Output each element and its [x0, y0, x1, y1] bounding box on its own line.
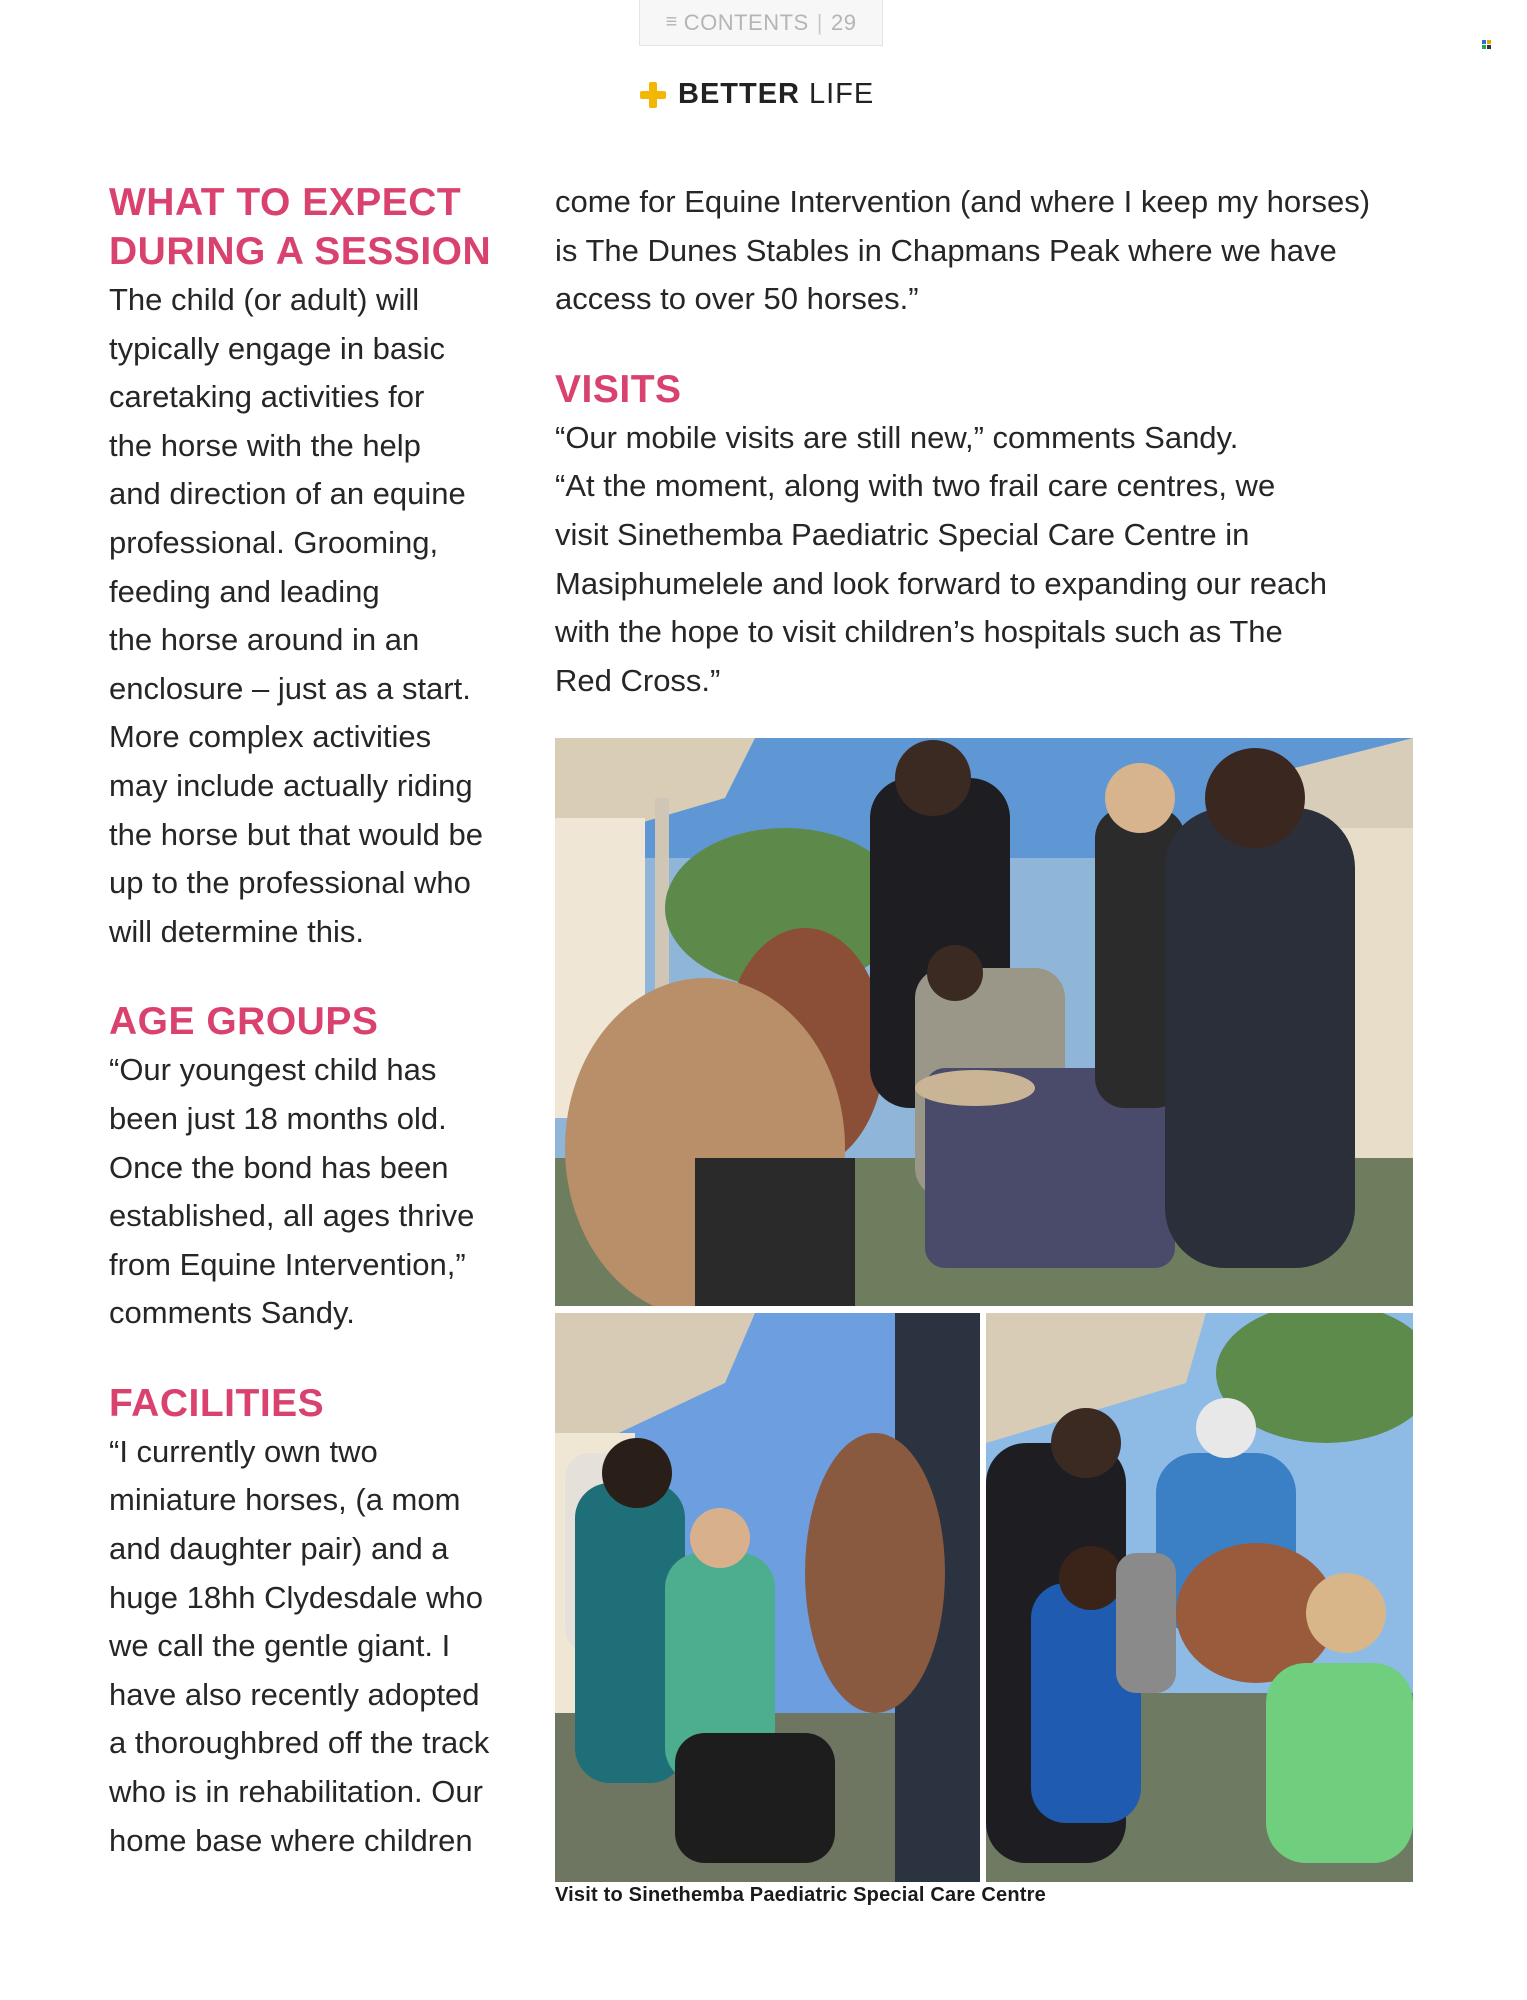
- text-line: comments Sandy.: [109, 1295, 355, 1331]
- right-column: [555, 178, 1435, 705]
- photo-main-visit[interactable]: [555, 738, 1413, 1306]
- text-line: The child (or adult) will: [109, 282, 420, 317]
- text-line: and daughter pair) and a: [109, 1531, 449, 1567]
- text-line: with the hope to visit children’s hospitals such as The: [555, 614, 1283, 650]
- text-line: home base where children: [109, 1822, 473, 1858]
- section-name-strong: BETTER: [678, 78, 800, 110]
- text-line: More complex activities: [109, 719, 432, 755]
- facilities-continued-paragraph: [555, 178, 1435, 324]
- text-line: the horse around in an: [109, 622, 420, 658]
- text-line: Red Cross.”: [555, 662, 721, 698]
- corner-mark-icon: [1482, 40, 1491, 49]
- text-line: come for Equine Intervention (and where I keep my horses): [555, 184, 1371, 219]
- text-line: have also recently adopted: [109, 1676, 480, 1712]
- divider: |: [816, 9, 823, 35]
- text-line: and direction of an equine: [109, 476, 466, 512]
- age-groups-paragraph: [109, 1046, 529, 1338]
- heading-session-line2: DURING A SESSION: [109, 230, 492, 273]
- text-line: been just 18 months old.: [109, 1100, 447, 1136]
- photo-collage: [555, 738, 1413, 1882]
- menu-icon: ≡: [665, 11, 678, 33]
- text-line: feeding and leading: [109, 573, 380, 609]
- photo-pony-petting-image: [986, 1313, 1413, 1882]
- text-line: “I currently own two: [109, 1433, 378, 1469]
- text-line: “Our youngest child has: [109, 1052, 437, 1088]
- text-line: who is in rehabilitation. Our: [109, 1774, 483, 1810]
- heading-session-line1: WHAT TO EXPECT: [109, 181, 462, 224]
- section-header: [640, 78, 874, 111]
- text-line: established, all ages thrive: [109, 1198, 475, 1234]
- photo-caption: Visit to Sinethemba Paediatric Special Care Centre: [555, 1884, 1046, 1906]
- text-line: a thoroughbred off the track: [109, 1725, 490, 1761]
- text-line: access to over 50 horses.”: [555, 281, 919, 317]
- section-name-light: LIFE: [809, 78, 875, 110]
- text-line: “At the moment, along with two frail care centres, we: [555, 468, 1276, 504]
- text-line: from Equine Intervention,”: [109, 1246, 466, 1282]
- text-line: Masiphumelele and look forward to expanding our reach: [555, 565, 1328, 601]
- text-line: will determine this.: [109, 913, 364, 949]
- facilities-paragraph: [109, 1428, 529, 1865]
- text-line: “Our mobile visits are still new,” comments Sandy.: [555, 419, 1239, 455]
- left-column: [109, 178, 529, 1865]
- contents-button[interactable]: [639, 0, 883, 46]
- text-line: typically engage in basic: [109, 330, 446, 366]
- text-line: enclosure – just as a start.: [109, 670, 471, 706]
- text-line: professional. Grooming,: [109, 524, 439, 560]
- photo-pony-grooming[interactable]: [555, 1313, 980, 1882]
- text-line: visit Sinethemba Paediatric Special Care Centre in: [555, 516, 1250, 552]
- photo-pony-petting[interactable]: [986, 1313, 1413, 1882]
- text-line: huge 18hh Clydesdale who: [109, 1579, 483, 1615]
- photo-pony-grooming-image: [555, 1313, 980, 1882]
- text-line: miniature horses, (a mom: [109, 1482, 461, 1518]
- heading-facilities: FACILITIES: [109, 1381, 325, 1425]
- text-line: up to the professional who: [109, 865, 471, 901]
- heading-age-groups: AGE GROUPS: [109, 1000, 379, 1044]
- text-line: the horse but that would be: [109, 816, 483, 852]
- session-paragraph: [109, 276, 529, 956]
- contents-label: CONTENTS: [683, 9, 809, 35]
- text-line: caretaking activities for: [109, 379, 425, 415]
- text-line: Once the bond has been: [109, 1149, 449, 1185]
- text-line: we call the gentle giant. I: [109, 1628, 451, 1664]
- text-line: the horse with the help: [109, 427, 421, 463]
- page-number: 29: [830, 9, 857, 35]
- photo-main-image: [555, 738, 1413, 1306]
- heading-visits: VISITS: [555, 367, 682, 411]
- text-line: is The Dunes Stables in Chapmans Peak where we have: [555, 232, 1337, 268]
- plus-icon: [640, 82, 666, 108]
- visits-paragraph: [555, 414, 1435, 706]
- text-line: may include actually riding: [109, 767, 473, 803]
